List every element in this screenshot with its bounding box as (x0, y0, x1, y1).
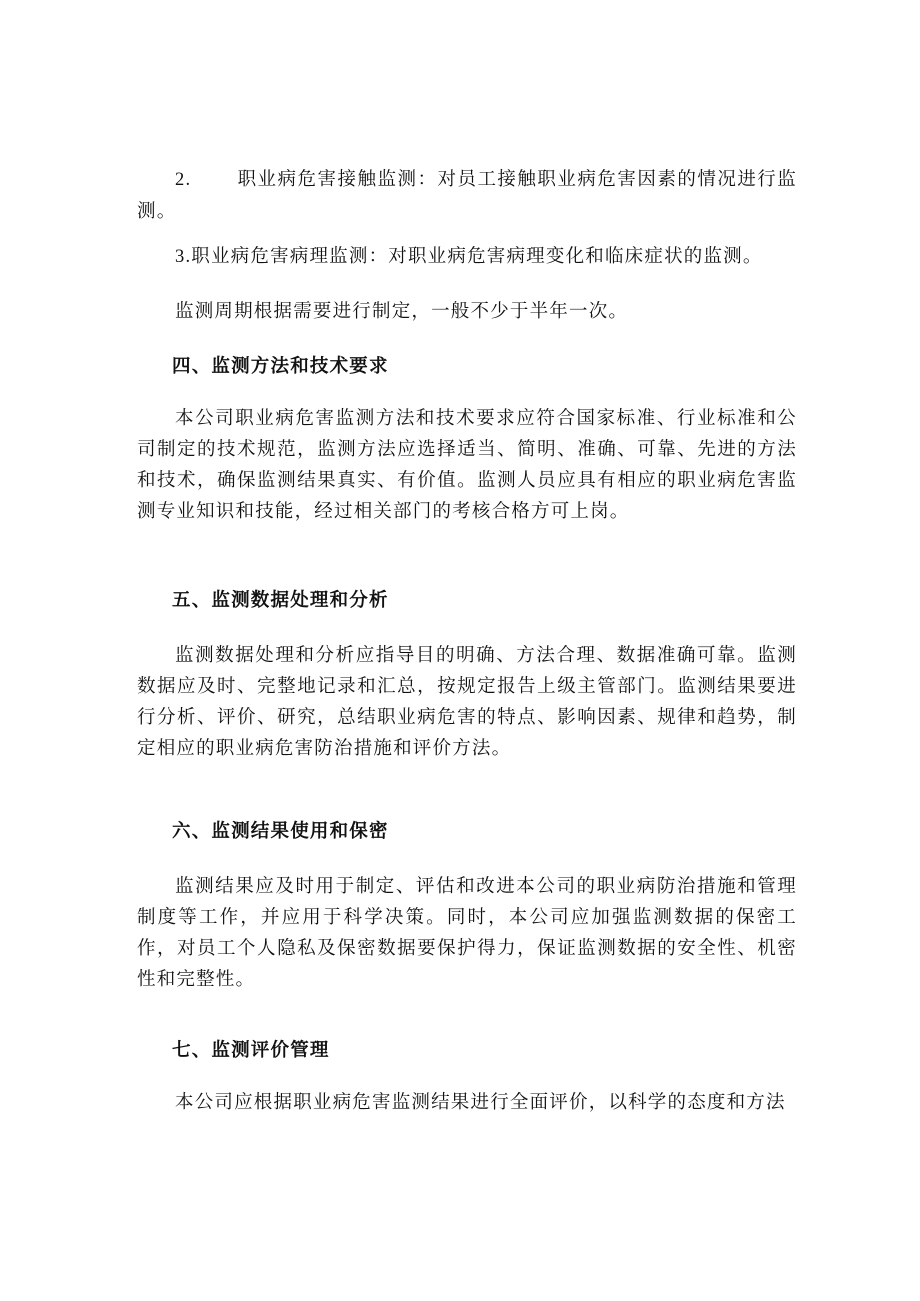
section-6-heading: 六、监测结果使用和保密 (172, 821, 389, 842)
list-item-3-text: 职业病危害病理监测：对职业病危害病理变化和临床症状的监测。 (191, 246, 763, 267)
section-5-body: 监测数据处理和分析应指导目的明确、方法合理、数据准确可靠。监测数据应及时、完整地记录和汇总，按规定报告上级主管部门。监测结果要进行分析、评价、研究，总结职业病危害的特点、影响因素、规律和趋势，制定相应的职业病危害防治措施和评价方法。 (137, 645, 797, 759)
section-7-body: 本公司应根据职业病危害监测结果进行全面评价，以科学的态度和方法 (175, 1092, 786, 1113)
list-item-3-number: 3. (175, 247, 192, 267)
section-5-heading: 五、监测数据处理和分析 (172, 590, 389, 611)
list-item-2-number: 2. (175, 170, 192, 190)
list-item-3 (137, 241, 797, 273)
list-item-2 (137, 164, 797, 227)
section-7-heading: 七、监测评价管理 (172, 1040, 330, 1061)
section-4-heading: 四、监测方法和技术要求 (172, 356, 389, 377)
section-4-body: 本公司职业病危害监测方法和技术要求应符合国家标准、行业标准和公司制定的技术规范，监测方法应选择适当、简明、准确、可靠、先进的方法和技术，确保监测结果真实、有价值。监测人员应具有相应的职业病危害监测专业知识和技能，经过相关部门的考核合格方可上岗。 (137, 408, 797, 522)
section-6-body: 监测结果应及时用于制定、评估和改进本公司的职业病防治措施和管理制度等工作，并应用于科学决策。同时，本公司应加强监测数据的保密工作，对员工个人隐私及保密数据要保护得力，保证监测数据的安全性、机密性和完整性。 (137, 876, 797, 990)
list-item-2-text: 职业病危害接触监测：对员工接触职业病危害因素的情况进行监测。 (137, 169, 797, 222)
cycle-paragraph: 监测周期根据需要进行制定，一般不少于半年一次。 (175, 301, 629, 322)
